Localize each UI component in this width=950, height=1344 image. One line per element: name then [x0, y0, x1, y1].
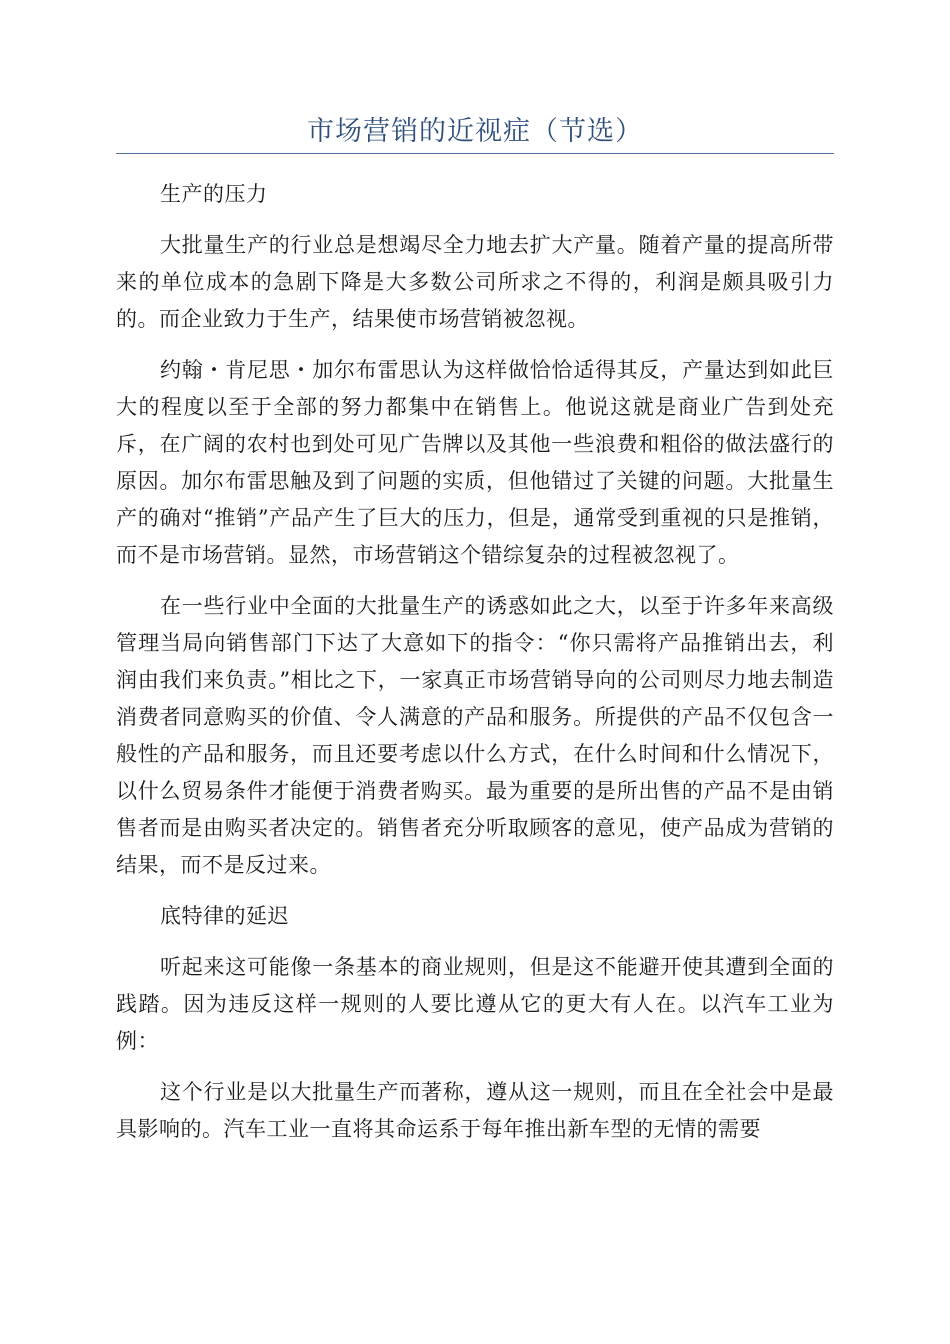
paragraph: 听起来这可能像一条基本的商业规则，但是这不能避开使其遭到全面的践踏。因为违反这样一规则的人要比遵从它的更大有人在。以汽车工业为例： — [116, 955, 834, 1053]
paragraph: 在一些行业中全面的大批量生产的诱惑如此之大，以至于许多年来高级管理当局向销售部门下达了大意如下的指令：“你只需将产品推销出去，利润由我们来负责。”相比之下，一家真正市场营销导向的公司则尽力地去制造消费者同意购买的价值、令人满意的产品和服务。所提供的产品不仅包含一般性的产品和服务，而且还要考虑以什么方式，在什么时间和什么情况下，以什么贸易条件才能便于消费者购买。最为重要的是所出售的产品不是由销售者而是由购买者决定的。销售者充分听取顾客的意见，使产品成为营销的结果，而不是反过来。 — [116, 594, 834, 877]
section-heading-detroit-delay: 底特律的延迟 — [160, 904, 289, 928]
document-page — [116, 0, 834, 1344]
document-title: 市场营销的近视症（节选） — [307, 116, 643, 147]
section-heading-production-pressure: 生产的压力 — [160, 182, 268, 206]
title-underline — [116, 153, 834, 154]
paragraph: 约翰・肯尼思・加尔布雷思认为这样做恰恰适得其反，产量达到如此巨大的程度以至于全部的努力都集中在销售上。他说这就是商业广告到处充斥，在广阔的农村也到处可见广告牌以及其他一些浪费和粗俗的做法盛行的原因。加尔布雷思触及到了问题的实质，但他错过了关键的问题。大批量生产的确对“推销”产品产生了巨大的压力，但是，通常受到重视的只是推销，而不是市场营销。显然，市场营销这个错综复杂的过程被忽视了。 — [116, 358, 834, 567]
paragraph: 这个行业是以大批量生产而著称，遵从这一规则，而且在全社会中是最具影响的。汽车工业一直将其命运系于每年推出新车型的无情的需要 — [116, 1080, 834, 1141]
paragraph: 大批量生产的行业总是想竭尽全力地去扩大产量。随着产量的提高所带来的单位成本的急剧下降是大多数公司所求之不得的，利润是颇具吸引力的。而企业致力于生产，结果使市场营销被忽视。 — [116, 233, 834, 331]
document-body — [116, 176, 834, 1162]
